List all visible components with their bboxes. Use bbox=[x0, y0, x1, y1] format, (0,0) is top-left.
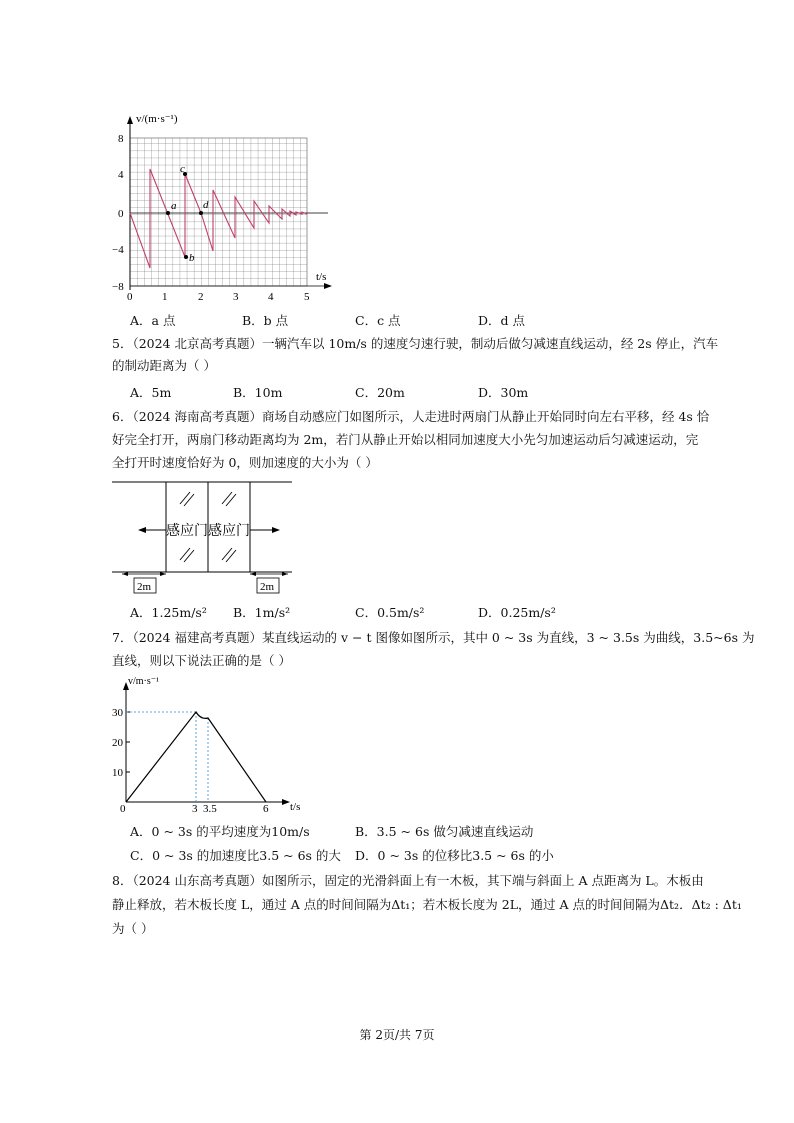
xtick-1: 1 bbox=[162, 291, 168, 303]
dim-left: 2m bbox=[137, 581, 152, 593]
y-label: v/(m·s⁻¹) bbox=[136, 113, 178, 125]
ytick-0b: 0 bbox=[120, 803, 126, 814]
door-label-left: 感应门 bbox=[166, 524, 208, 539]
grid bbox=[130, 138, 307, 286]
label-a: a bbox=[171, 200, 177, 212]
ytick-30: 30 bbox=[112, 707, 123, 719]
q6-option-d: D．0.25m/s² bbox=[478, 605, 556, 620]
x-arrow bbox=[324, 283, 332, 289]
q8-stem-line1: 8．（2024 山东高考真题）如图所示，固定的光滑斜面上有一木板，其下端与斜面上 A 点距离为 L。木板由 bbox=[112, 873, 704, 888]
q4-option-c: C．c 点 bbox=[355, 313, 401, 328]
q6-option-c: C．0.5m/s² bbox=[355, 605, 425, 620]
ytick-20: 20 bbox=[112, 737, 123, 749]
ytick-0: 0 bbox=[118, 208, 124, 220]
q7-option-b: B．3.5 ~ 6s 做匀减速直线运动 bbox=[355, 824, 534, 839]
q6-stem-line3: 全打开时速度恰好为 0，则加速度的大小为（ ） bbox=[112, 455, 378, 470]
q5-option-a: A．5m bbox=[130, 385, 172, 400]
door-label-right: 感应门 bbox=[208, 524, 250, 539]
q4-option-b: B．b 点 bbox=[242, 313, 289, 328]
ytick-10: 10 bbox=[112, 767, 123, 779]
q4-option-d: D．d 点 bbox=[478, 313, 525, 328]
point-d bbox=[199, 211, 203, 215]
ytick-8: 8 bbox=[118, 133, 124, 145]
y-label-2: v/m·s⁻¹ bbox=[128, 676, 160, 687]
x-label-2: t/s bbox=[290, 801, 301, 813]
sensor-door-diagram bbox=[112, 476, 296, 596]
page-footer: 第 2页/共 7页 bbox=[359, 1028, 435, 1042]
vt-graph-2 bbox=[110, 672, 310, 814]
q6-option-a: A．1.25m/s² bbox=[130, 605, 207, 620]
q8-stem-line2: 静止释放，若木板长度 L，通过 A 点的时间间隔为Δt₁；若木板长度为 2L，通过 A 点的时间间隔为Δt₂．Δt₂ : Δt₁ bbox=[112, 897, 742, 912]
point-a bbox=[166, 211, 170, 215]
q5-stem-line2: 的制动距离为（ ） bbox=[112, 358, 216, 373]
xtick-5: 5 bbox=[304, 291, 310, 303]
q5-option-b: B．10m bbox=[233, 385, 283, 400]
xtick-3: 3 bbox=[233, 291, 239, 303]
ytick-m4: −4 bbox=[112, 244, 124, 256]
xtick-0: 0 bbox=[127, 291, 133, 303]
q6-stem-line2: 好完全打开，两扇门移动距离均为 2m，若门从静止开始以相同加速度大小先匀加速运动后匀减速运动，完 bbox=[112, 432, 699, 447]
label-c: c bbox=[180, 163, 185, 175]
q4-option-a: A．a 点 bbox=[130, 313, 176, 328]
label-d: d bbox=[203, 199, 209, 211]
xtick-3b: 3 bbox=[192, 803, 198, 814]
y-arrow bbox=[127, 116, 133, 124]
q7-option-a: A．0 ~ 3s 的平均速度为10m/s bbox=[130, 824, 310, 839]
q7-option-c: C．0 ~ 3s 的加速度比3.5 ~ 6s 的大 bbox=[130, 848, 341, 863]
vt-graph-1 bbox=[110, 108, 340, 308]
q8-stem-line3: 为（ ） bbox=[112, 921, 154, 936]
label-b: b bbox=[189, 252, 195, 264]
q5-option-c: C．20m bbox=[355, 385, 405, 400]
q7-option-d: D．0 ~ 3s 的位移比3.5 ~ 6s 的小 bbox=[355, 848, 554, 863]
point-b bbox=[184, 255, 188, 259]
x-label: t/s bbox=[316, 271, 327, 283]
ytick-4: 4 bbox=[118, 169, 124, 181]
xtick-2: 2 bbox=[198, 291, 204, 303]
ytick-m8: −8 bbox=[112, 281, 124, 293]
dim-right: 2m bbox=[260, 581, 275, 593]
q5-option-d: D．30m bbox=[478, 385, 529, 400]
xtick-4: 4 bbox=[268, 291, 274, 303]
q6-stem-line1: 6．（2024 海南高考真题）商场自动感应门如图所示，人走进时两扇门从静止开始同时向左右平移，经 4s 恰 bbox=[112, 409, 710, 424]
q5-stem-line1: 5．（2024 北京高考真题）一辆汽车以 10m/s 的速度匀速行驶，制动后做匀减速直线运动，经 2s 停止，汽车 bbox=[112, 336, 719, 351]
q6-option-b: B．1m/s² bbox=[233, 605, 291, 620]
xtick-6: 6 bbox=[263, 803, 269, 814]
q7-stem-line2: 直线，则以下说法正确的是（ ） bbox=[112, 653, 291, 668]
q7-stem-line1: 7．（2024 福建高考真题）某直线运动的 v − t 图像如图所示，其中 0 ~ 3s 为直线，3 ~ 3.5s 为曲线，3.5~6s 为 bbox=[112, 630, 755, 645]
xtick-35: 3.5 bbox=[203, 803, 217, 814]
